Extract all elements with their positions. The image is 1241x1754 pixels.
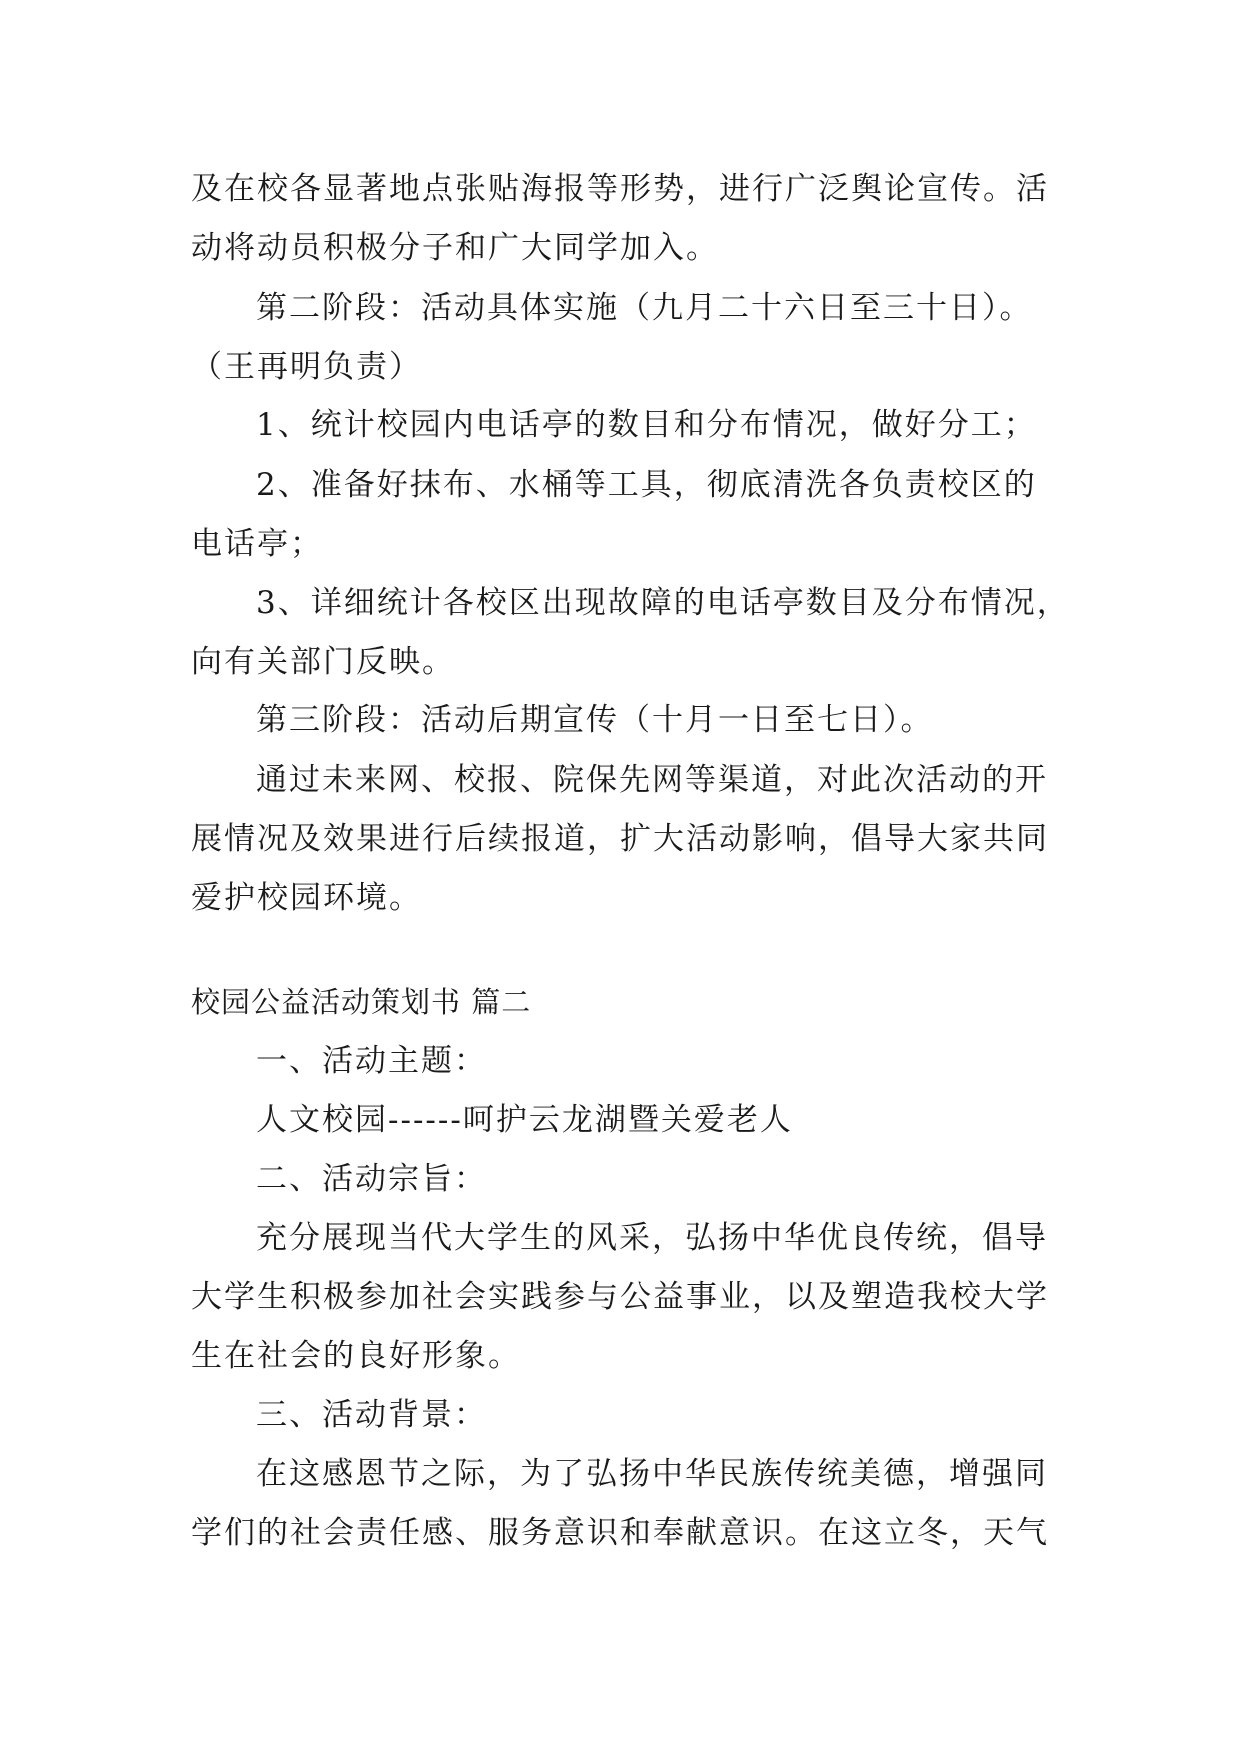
paragraph-line: 在这感恩节之际，为了弘扬中华民族传统美德，增强同: [256, 1456, 1048, 1492]
list-item: 3、详细统计各校区出现故障的电话亭数目及分布情况，: [256, 585, 1070, 621]
text-line: 向有关部门反映。: [191, 644, 455, 680]
text-line: 大学生积极参加社会实践参与公益事业，以及塑造我校大学: [191, 1279, 1049, 1315]
article-title: 校园公益活动策划书 篇二: [191, 985, 532, 1019]
text-line: 生在社会的良好形象。: [191, 1338, 521, 1374]
text-line: 学们的社会责任感、服务意识和奉献意识。在这立冬，天气: [191, 1515, 1049, 1551]
text-line: 展情况及效果进行后续报道，扩大活动影响，倡导大家共同: [191, 821, 1049, 857]
section-heading-purpose: 二、活动宗旨：: [256, 1161, 487, 1197]
section-heading-stage-two: 第二阶段：活动具体实施（九月二十六日至三十日）。: [256, 290, 1033, 326]
text-line: 爱护校园环境。: [191, 880, 422, 916]
list-item: 2、准备好抹布、水桶等工具，彻底清洗各负责校区的: [256, 467, 1037, 503]
theme-text: 人文校园------呵护云龙湖暨关爱老人: [256, 1102, 793, 1138]
text-line: 动将动员积极分子和广大同学加入。: [191, 230, 719, 266]
section-heading-stage-three: 第三阶段：活动后期宣传（十月一日至七日）。: [256, 702, 934, 738]
text-line: 及在校各显著地点张贴海报等形势，进行广泛舆论宣传。活: [191, 171, 1049, 207]
paragraph-line: 通过未来网、校报、院保先网等渠道，对此次活动的开: [256, 762, 1048, 798]
text-line: 电话亭；: [191, 526, 323, 562]
section-heading-theme: 一、活动主题：: [256, 1043, 487, 1079]
section-heading-background: 三、活动背景：: [256, 1397, 487, 1433]
list-item: 1、统计校园内电话亭的数目和分布情况，做好分工；: [256, 407, 1037, 443]
paragraph-line: 充分展现当代大学生的风采，弘扬中华优良传统，倡导: [256, 1220, 1048, 1256]
text-line: （王再明负责）: [191, 349, 422, 385]
